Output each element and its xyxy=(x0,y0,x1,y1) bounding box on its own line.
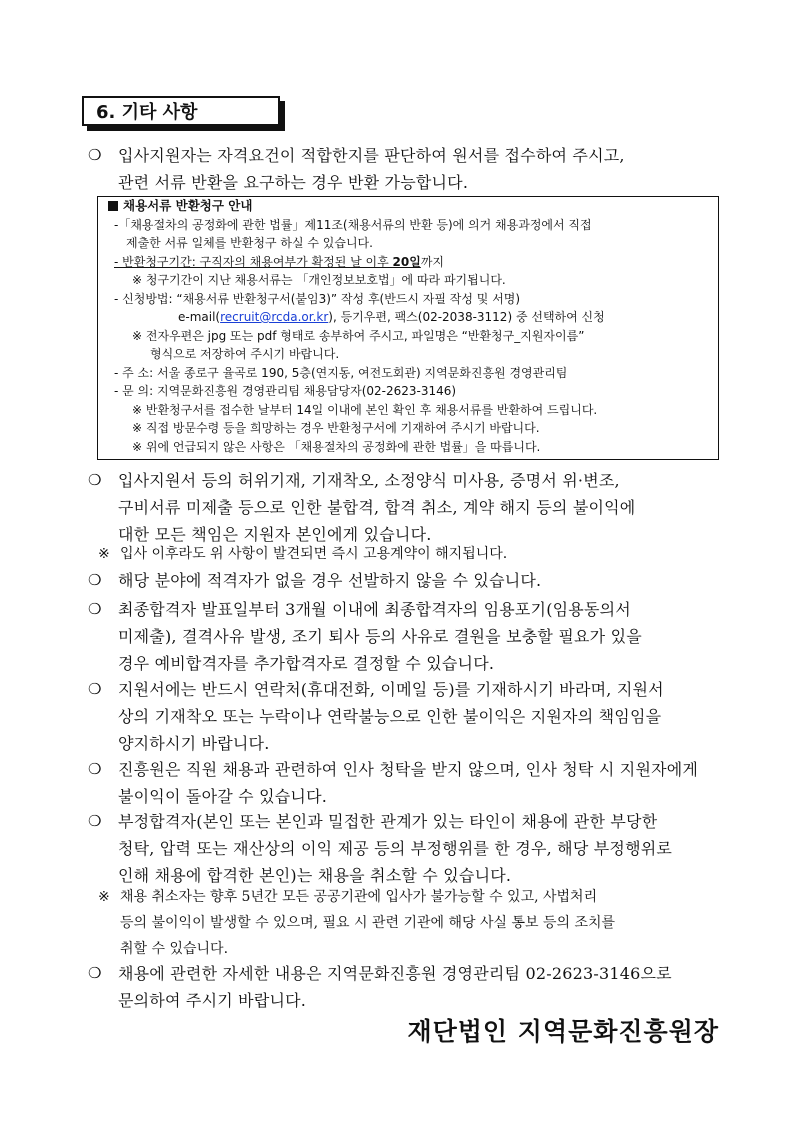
notice-note: ※ 반환청구서를 접수한 날부터 14일 이내에 본인 확인 후 채용서류를 반환하여 드립니다. xyxy=(132,402,598,417)
item-line: 입사 이후라도 위 사항이 발견되면 즉시 고용계약이 해지됩니다. xyxy=(120,546,508,562)
item-line: 취할 수 있습니다. xyxy=(120,941,229,957)
section-title: 6. 기타 사항 xyxy=(82,96,280,126)
notice-item xyxy=(88,676,728,757)
notice-note: ※ 위에 언급되지 않은 사항은 「채용절차의 공정화에 관한 법률」을 따릅니다. xyxy=(132,439,541,454)
email-link[interactable]: recruit@rcda.or.kr xyxy=(220,310,329,324)
notice-note: ※ 직접 방문수령 등을 희망하는 경우 반환청구서에 기재하여 주시기 바랍니다. xyxy=(132,421,540,435)
item-line: 문의하여 주시기 바랍니다. xyxy=(118,991,307,1010)
item-line: 입사지원서 등의 허위기재, 기재착오, 소정양식 미사용, 증명서 위·변조, xyxy=(118,471,620,490)
notice-method-email: e-mail(recruit@rcda.or.kr), 등기우편, 팩스(02-2038-3112) 중 선택하여 신청 xyxy=(178,310,605,324)
item-line: 진흥원은 직원 채용과 관련하여 인사 청탁을 받지 않으며, 인사 청탁 시 지원자에게 xyxy=(118,760,699,779)
item-line: 경우 예비합격자를 추가합격자로 결정할 수 있습니다. xyxy=(118,654,495,673)
notice-heading: 채용서류 반환청구 안내 xyxy=(108,197,712,216)
circle-bullet-icon: ❍ xyxy=(88,571,102,589)
notice-law-line: -「채용절차의 공정화에 관한 법률」제11조(채용서류의 반환 등)에 의거 채용과정에서 직접 xyxy=(114,217,592,232)
circle-bullet-icon: ❍ xyxy=(88,600,102,618)
return-request-notice-box xyxy=(97,196,719,460)
notice-item xyxy=(88,467,728,548)
notice-method-note: ※ 전자우편은 jpg 또는 pdf 형태로 송부하여 주시고, 파일명은 “반환청구_지원자이름” xyxy=(132,328,585,343)
intro-paragraph xyxy=(88,142,728,196)
notice-item xyxy=(88,808,728,889)
item-line: 청탁, 압력 또는 재산상의 이익 제공 등의 부정행위를 한 경우, 해당 부정행위로 xyxy=(118,839,673,858)
circle-bullet-icon: ❍ xyxy=(88,680,102,698)
issuer-signature: 재단법인 지역문화진흥원장 xyxy=(407,1017,719,1046)
circle-bullet-icon: ❍ xyxy=(88,471,102,489)
intro-line: 입사지원자는 자격요건이 적합한지를 판단하여 원서를 접수하여 주시고, xyxy=(118,146,625,165)
intro-line: 관련 서류 반환을 요구하는 경우 반환 가능합니다. xyxy=(118,173,469,192)
item-line: 부정합격자(본인 또는 본인과 밀접한 관계가 있는 타인이 채용에 관한 부당한 xyxy=(118,812,658,831)
notice-subnote xyxy=(98,884,728,962)
circle-bullet-icon: ❍ xyxy=(88,760,102,778)
notice-period-note: ※ 청구기간이 지난 채용서류는 「개인정보보호법」에 따라 파기됩니다. xyxy=(132,273,506,287)
item-line: 인해 채용에 합격한 본인)는 채용을 취소할 수 있습니다. xyxy=(118,866,512,885)
square-bullet-icon xyxy=(108,201,118,211)
item-line: 대한 모든 책임은 지원자 본인에게 있습니다. xyxy=(118,525,432,544)
notice-address: - 주 소: 서울 종로구 율곡로 190, 5층(연지동, 여전도회관) 지역문화진흥원 경영관리팀 xyxy=(114,365,568,380)
item-line: 구비서류 미제출 등으로 인한 불합격, 합격 취소, 계약 해지 등의 불이익에 xyxy=(118,498,636,517)
circle-bullet-icon: ❍ xyxy=(88,146,102,164)
notice-period: - 반환청구기간: 구직자의 채용여부가 확정된 날 이후 20일까지 xyxy=(114,254,444,269)
item-line: 채용에 관련한 자세한 내용은 지역문화진흥원 경영관리팀 02-2623-3146으로 xyxy=(118,964,672,983)
reference-mark-icon: ※ xyxy=(98,889,110,905)
notice-item xyxy=(88,960,728,1014)
notice-item xyxy=(88,567,728,594)
notice-subnote xyxy=(98,541,728,567)
notice-contact: - 문 의: 지역문화진흥원 경영관리팀 채용담당자(02-2623-3146) xyxy=(114,384,457,398)
reference-mark-icon: ※ xyxy=(98,546,110,562)
notice-method-note: 형식으로 저장하여 주시기 바랍니다. xyxy=(150,347,340,361)
circle-bullet-icon: ❍ xyxy=(88,812,102,830)
item-line: 불이익이 돌아갈 수 있습니다. xyxy=(118,787,328,806)
item-line: 등의 불이익이 발생할 수 있으며, 필요 시 관련 기관에 해당 사실 통보 등의 조치를 xyxy=(120,915,616,931)
notice-method: - 신청방법: “채용서류 반환청구서(붙임3)” 작성 후(반드시 자필 작성 및 서명) xyxy=(114,291,521,306)
item-line: 양지하시기 바랍니다. xyxy=(118,734,270,753)
item-line: 미제출), 결격사유 발생, 조기 퇴사 등의 사유로 결원을 보충할 필요가 있을 xyxy=(118,627,642,646)
notice-item xyxy=(88,596,728,677)
item-line: 지원서에는 반드시 연락처(휴대전화, 이메일 등)를 기재하시기 바라며, 지원서 xyxy=(118,680,664,699)
item-line: 채용 취소자는 향후 5년간 모든 공공기관에 입사가 불가능할 수 있고, 사법처리 xyxy=(120,889,598,905)
item-line: 최종합격자 발표일부터 3개월 이내에 최종합격자의 임용포기(임용동의서 xyxy=(118,600,631,619)
circle-bullet-icon: ❍ xyxy=(88,964,102,982)
item-line: 해당 분야에 적격자가 없을 경우 선발하지 않을 수 있습니다. xyxy=(118,571,542,590)
item-line: 상의 기재착오 또는 누락이나 연락불능으로 인한 불이익은 지원자의 책임임을 xyxy=(118,707,662,726)
notice-item xyxy=(88,756,728,810)
notice-law-line: 제출한 서류 일체를 반환청구 하실 수 있습니다. xyxy=(126,236,373,250)
